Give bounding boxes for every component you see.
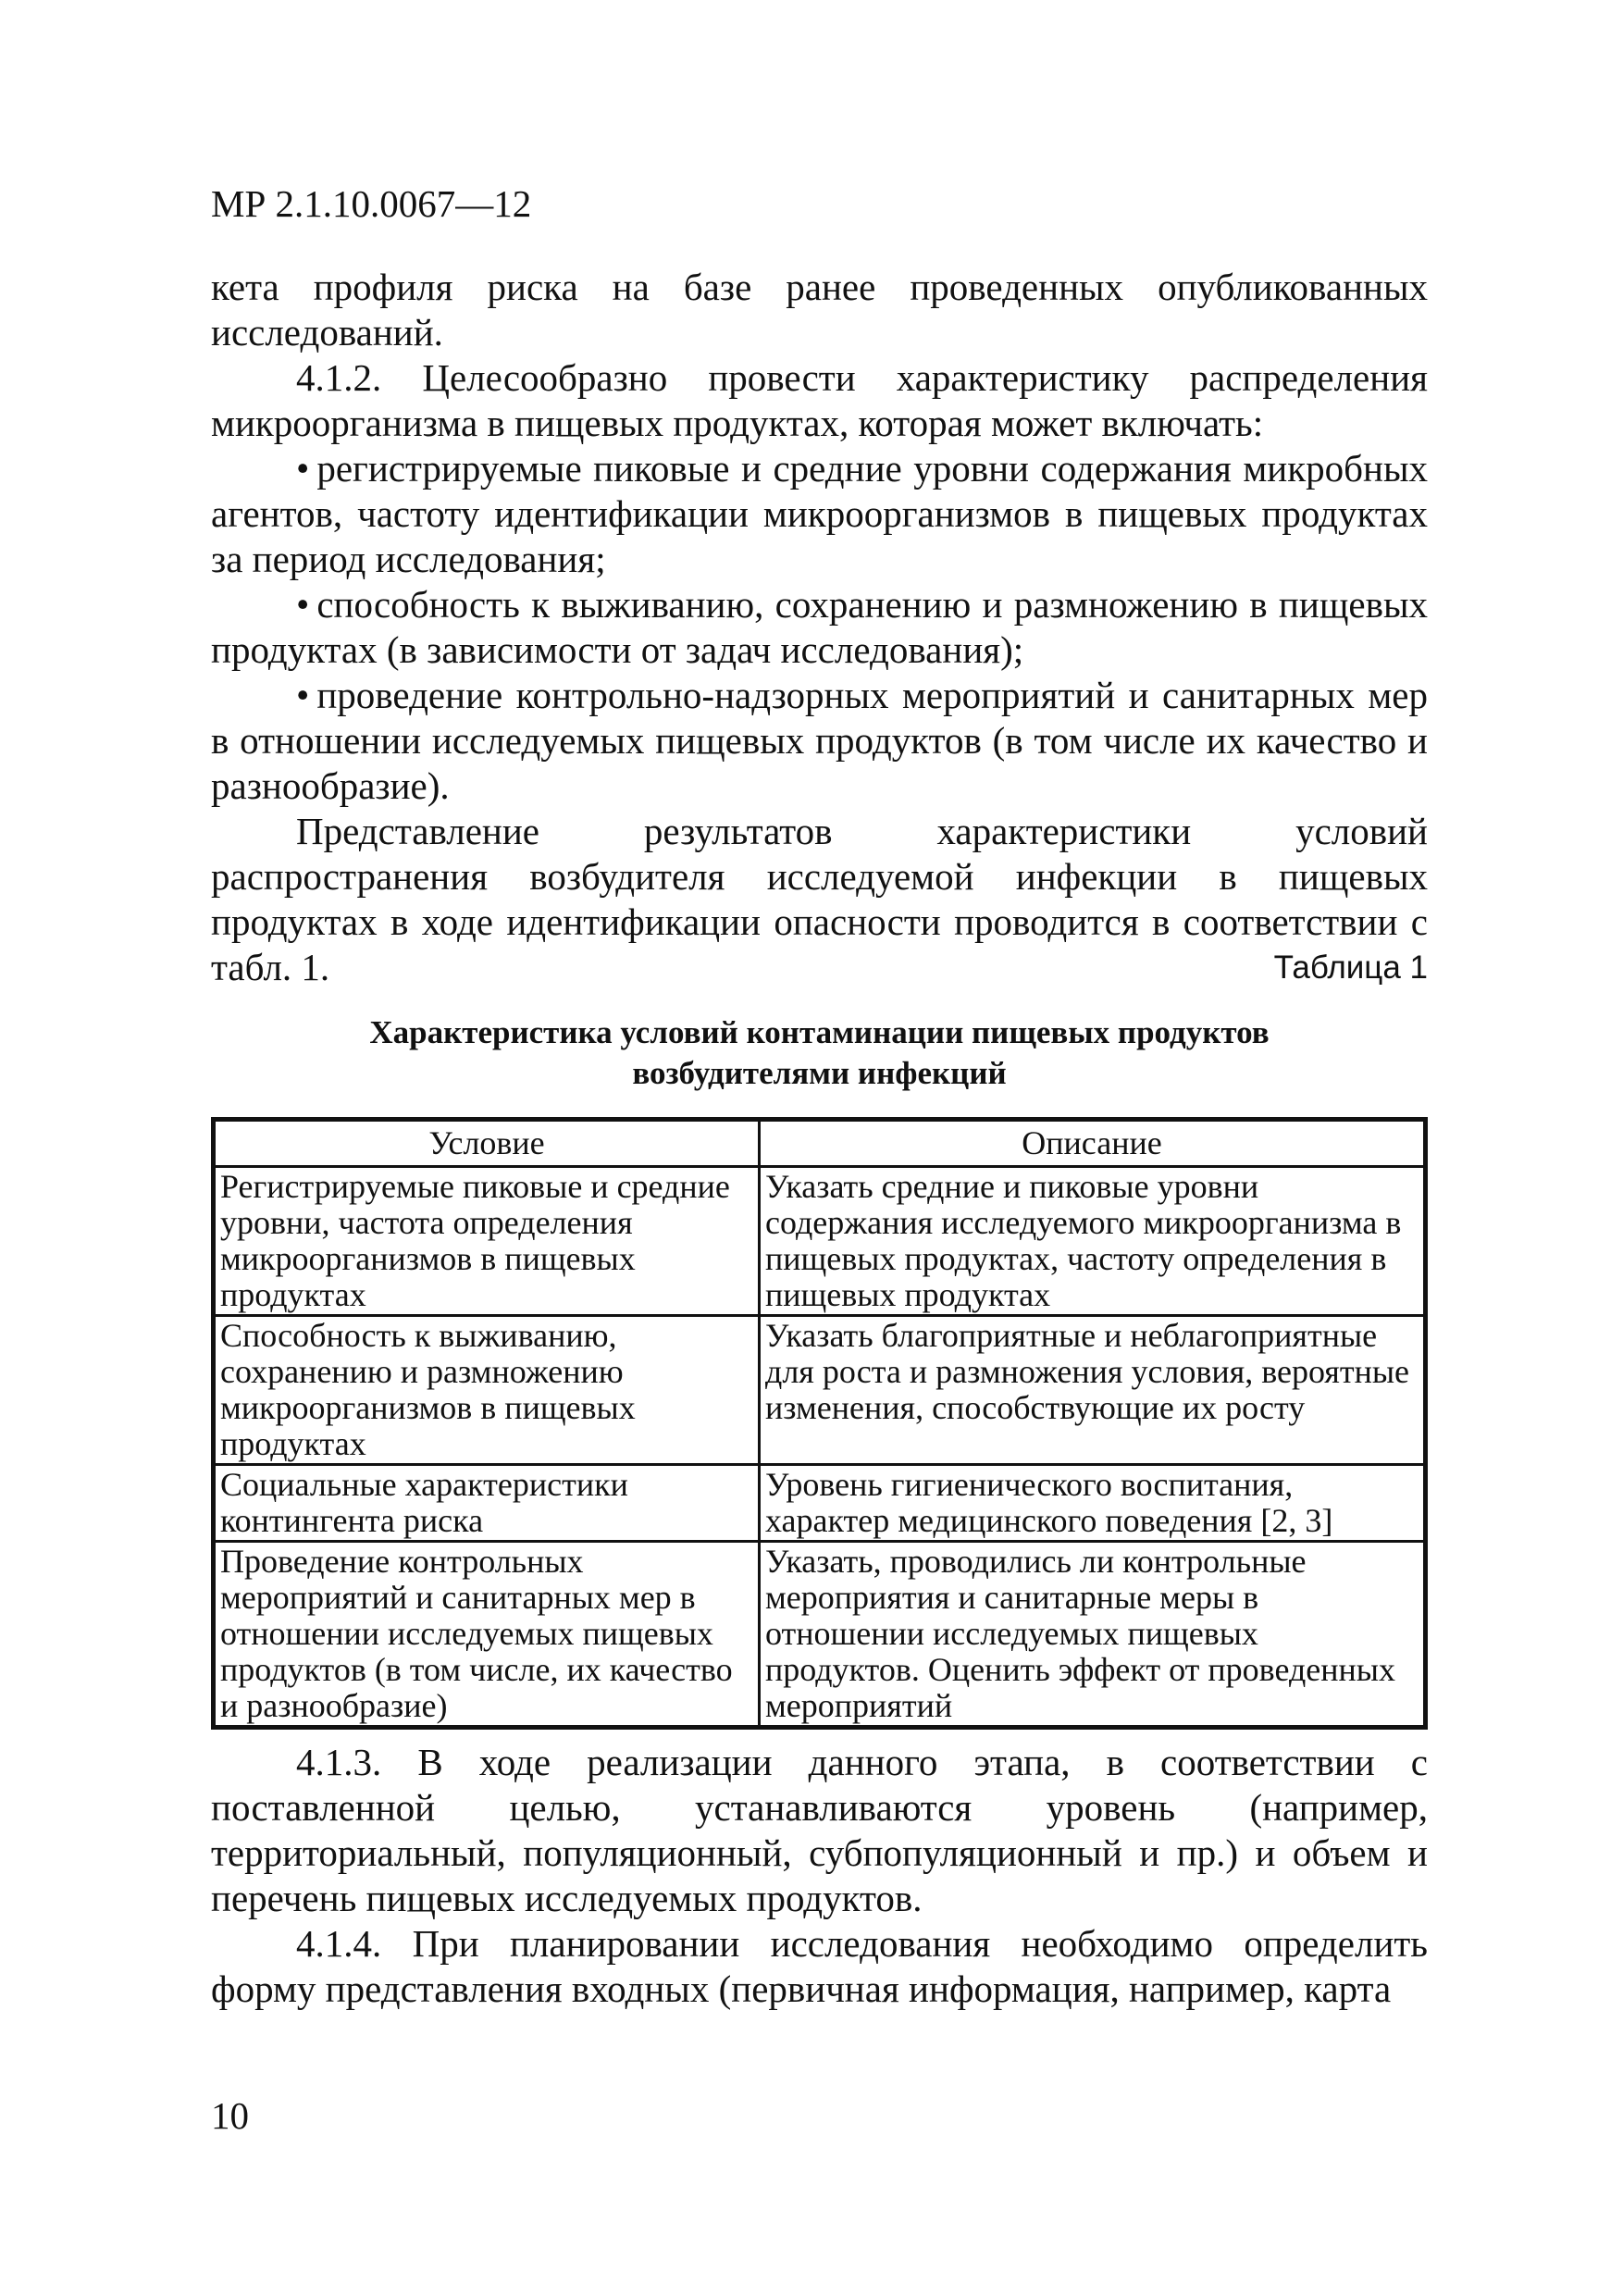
table-row — [214, 1167, 1426, 1316]
table-row — [214, 1316, 1426, 1465]
condition-cell: Регистрируемые пиковые и средние уровни, частота определения микроорганизмов в пищевых продуктах — [214, 1167, 760, 1316]
condition-cell: Проведение контрольных мероприятий и санитарных мер в отношении исследуемых пищевых продуктов (в том числе, их качество и разнообразие) — [214, 1542, 760, 1728]
paragraph-results: Представление результатов характеристики условий распространения возбудителя исследуемой инфекции в пищевых продуктах в ходе идентификации опасности проводится в соответствии с табл. 1. — [211, 810, 1428, 988]
bullet-icon: • — [296, 447, 310, 490]
condition-cell: Способность к выживанию, сохранению и размножению микроорганизмов в пищевых продуктах — [214, 1316, 760, 1465]
description-cell: Уровень гигиенического воспитания, характер медицинского поведения [2, 3] — [760, 1465, 1426, 1542]
table-caption — [211, 1012, 1428, 1094]
document-code: МР 2.1.10.0067—12 — [211, 182, 532, 225]
after-table-section — [211, 1740, 1428, 2012]
paragraph-4-1-4: 4.1.4. При планировании исследования необходимо определить форму представления входных (первичная информация, например, карта — [211, 1922, 1428, 2010]
bullet-text: проведение контрольно-надзорных мероприятий и санитарных мер в отношении исследуемых пищевых продуктов (в том числе их качество и разнообразие). — [211, 674, 1428, 807]
description-cell: Указать, проводились ли контрольные мероприятия и санитарные меры в отношении исследуемых пищевых продуктов. Оценить эффект от проведенных мероприятий — [760, 1542, 1426, 1728]
paragraph-4-1-2: 4.1.2. Целесообразно провести характеристику распределения микроорганизма в пищевых продуктах, которая может включать: — [211, 356, 1428, 444]
bullet-item — [211, 582, 1428, 673]
column-header-condition: Условие — [214, 1120, 760, 1167]
condition-cell: Социальные характеристики контингента риска — [214, 1465, 760, 1542]
bullet-item — [211, 673, 1428, 809]
page-number: 10 — [211, 2094, 249, 2137]
description-cell: Указать средние и пиковые уровни содержания исследуемого микроорганизма в пищевых продуктах, частоту определения в пищевых продуктах — [760, 1167, 1426, 1316]
paragraph-continuation: кета профиля риска на базе ранее проведенных опубликованных исследований. — [211, 266, 1428, 354]
contamination-table — [211, 1117, 1428, 1730]
table-label: Таблица 1 — [1273, 949, 1428, 986]
table-caption-line: возбудителями инфекций — [632, 1055, 1007, 1091]
column-header-description: Описание — [760, 1120, 1426, 1167]
bullet-icon: • — [296, 674, 310, 716]
bullet-text: способность к выживанию, сохранению и размножению в пищевых продуктах (в зависимости от задач исследования); — [211, 583, 1428, 671]
table-row — [214, 1542, 1426, 1728]
description-cell: Указать благоприятные и неблагоприятные для роста и размножения условия, вероятные изменения, способствующие их росту — [760, 1316, 1426, 1465]
bullet-text: регистрируемые пиковые и средние уровни содержания микробных агентов, частоту идентификации микроорганизмов в пищевых продуктах за период исследования; — [211, 447, 1428, 580]
paragraph-4-1-3: 4.1.3. В ходе реализации данного этапа, в соответствии с поставленной целью, устанавливаются уровень (например, территориальный, популяционный, субпопуляционный и пр.) и объем и перечень пищевых исследуемых продуктов. — [211, 1741, 1428, 1919]
table-caption-line: Характеристика условий контаминации пищевых продуктов — [369, 1014, 1270, 1050]
table-row — [214, 1465, 1426, 1542]
bullet-icon: • — [296, 583, 310, 626]
bullet-item — [211, 446, 1428, 582]
intro-section — [211, 265, 1428, 990]
table-header-row — [214, 1120, 1426, 1167]
